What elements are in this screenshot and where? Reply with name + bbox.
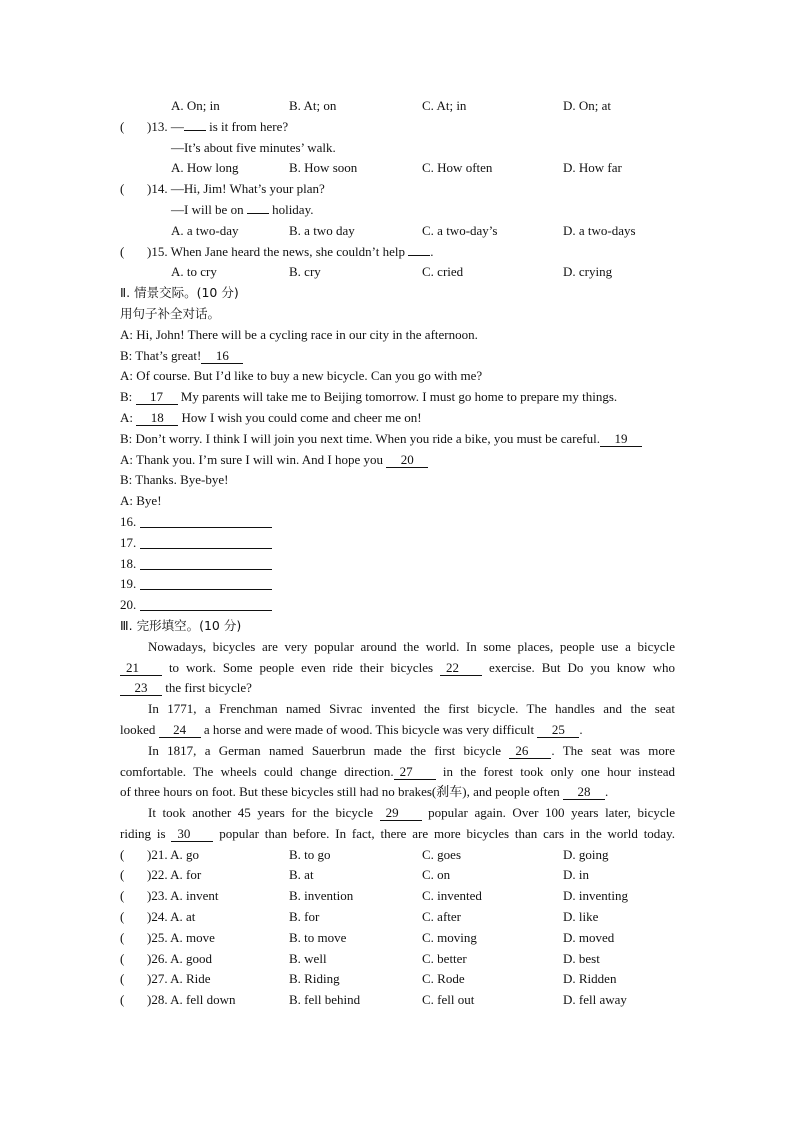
option-d: D. in xyxy=(563,867,589,883)
answer-blank[interactable]: 26 xyxy=(509,744,551,759)
text-segment: My parents will take me to Beijing tomorrow. I must go home to prepare my things. xyxy=(177,389,618,405)
text-line xyxy=(120,450,675,471)
text-segment: Ⅲ. 完形填空。(10 分) xyxy=(120,617,242,633)
text-segment: in the forest took only one hour instead xyxy=(435,763,675,779)
option-a: )24. A. at xyxy=(147,909,196,925)
dialogue-line xyxy=(120,138,675,159)
text-segment: riding is xyxy=(120,825,172,841)
section-heading xyxy=(120,283,675,304)
option-d: D. going xyxy=(563,846,609,862)
text-segment: to work. Some people even ride their bicycles xyxy=(162,659,441,675)
text-line xyxy=(120,408,675,429)
text-segment: It took another 45 years for the bicycle xyxy=(148,805,380,821)
question-text xyxy=(147,117,288,138)
answer-bracket[interactable]: ( xyxy=(120,846,125,862)
options-row xyxy=(120,158,675,179)
dialogue-line xyxy=(120,200,675,221)
text-line xyxy=(120,803,675,824)
text-segment: A: Bye! xyxy=(120,493,162,509)
question-text xyxy=(147,242,434,263)
text-segment: 18. xyxy=(120,555,137,571)
text-segment: 17. xyxy=(120,534,137,550)
answer-bracket[interactable]: ( xyxy=(120,181,125,197)
option-c: C. better xyxy=(422,950,467,966)
option-c: C. Rode xyxy=(422,971,465,987)
answer-blank[interactable]: 22 xyxy=(440,661,482,676)
answer-input[interactable] xyxy=(140,534,272,549)
option-c: C. moving xyxy=(422,929,477,945)
text-line xyxy=(120,429,675,450)
text-segment: A: xyxy=(120,409,137,425)
option-c: C. cried xyxy=(422,264,464,280)
option-d: D. moved xyxy=(563,929,615,945)
answer-input[interactable] xyxy=(140,555,272,570)
text-segment: B: That’s great! xyxy=(120,347,202,363)
text-line xyxy=(120,387,675,408)
text-line xyxy=(120,658,675,679)
option-d: D. Ridden xyxy=(563,971,617,987)
answer-bracket[interactable]: ( xyxy=(120,909,125,925)
answer-blank[interactable] xyxy=(247,213,269,214)
answer-bracket[interactable]: ( xyxy=(120,118,125,134)
text-segment: popular than before. In fact, there are more bicycles than cars in the world today. xyxy=(213,825,675,841)
option-b: B. Riding xyxy=(289,971,340,987)
text-segment: A: Thank you. I’m sure I will win. And I hope you xyxy=(120,451,387,467)
answer-bracket[interactable]: ( xyxy=(120,992,125,1008)
text-line xyxy=(120,678,675,699)
text-line xyxy=(120,762,675,783)
option-a: )25. A. move xyxy=(147,929,215,945)
text-segment: is it from here? xyxy=(205,118,289,134)
question-row xyxy=(120,990,675,1011)
question-row xyxy=(120,117,675,138)
text-line xyxy=(120,325,675,346)
text-line xyxy=(120,470,675,491)
option-c: C. How often xyxy=(422,160,493,176)
answer-blank[interactable]: 30 xyxy=(171,827,213,842)
question-row xyxy=(120,179,675,200)
option-d: D. On; at xyxy=(563,98,612,113)
text-line xyxy=(120,366,675,387)
question-text xyxy=(147,179,325,200)
option-a: )21. A. go xyxy=(147,846,199,862)
text-segment: )13. — xyxy=(147,118,184,134)
text-segment: exercise. But Do you know who xyxy=(482,659,675,675)
text-segment: looked xyxy=(120,721,159,737)
text-line xyxy=(120,824,675,845)
text-segment: . xyxy=(430,243,434,259)
option-c: C. after xyxy=(422,909,461,925)
text-segment: A: Of course. But I’d like to buy a new bicycle. Can you go with me? xyxy=(120,368,483,384)
option-b: B. to go xyxy=(289,846,331,862)
option-b: B. fell behind xyxy=(289,992,361,1008)
answer-blank[interactable]: 17 xyxy=(136,390,178,405)
answer-bracket[interactable]: ( xyxy=(120,888,125,904)
text-segment: B: Don’t worry. I think I will join you next time. When you ride a bike, you must be careful. xyxy=(120,430,600,446)
text-segment: In 1771, a Frenchman named Sivrac invented the first bicycle. The handles and the seat xyxy=(148,701,675,717)
answer-line xyxy=(120,574,675,595)
option-b: B. At; on xyxy=(289,98,337,113)
option-c: C. goes xyxy=(422,846,461,862)
option-c: C. At; in xyxy=(422,98,467,113)
question-row xyxy=(120,886,675,907)
text-segment: A: Hi, John! There will be a cycling race in our city in the afternoon. xyxy=(120,326,478,342)
answer-blank[interactable]: 24 xyxy=(159,723,201,738)
answer-bracket[interactable]: ( xyxy=(120,950,125,966)
text-segment: Ⅱ. 情景交际。(10 分) xyxy=(120,285,239,301)
text-line xyxy=(120,491,675,512)
text-line xyxy=(120,699,675,720)
option-a: )23. A. invent xyxy=(147,888,219,904)
option-c: C. a two-day’s xyxy=(422,222,498,238)
text-segment: . xyxy=(604,784,609,800)
answer-line xyxy=(120,512,675,533)
question-row xyxy=(120,928,675,949)
text-line xyxy=(120,782,675,803)
section-heading xyxy=(120,304,675,325)
option-b: B. cry xyxy=(289,264,321,280)
text-segment: a horse and were made of wood. This bicycle was very difficult xyxy=(200,721,538,737)
option-a: )22. A. for xyxy=(147,867,202,883)
text-segment: —It’s about five minutes’ walk. xyxy=(171,139,336,155)
text-segment: . The seat was more xyxy=(551,742,675,758)
question-row xyxy=(120,865,675,886)
answer-blank[interactable]: 27 xyxy=(394,765,436,780)
text-segment: popular again. Over 100 years later, bicycle xyxy=(421,805,675,821)
option-c: C. invented xyxy=(422,888,482,904)
text-segment: In 1817, a German named Sauerbrun made the first bicycle xyxy=(148,742,510,758)
text-line xyxy=(120,720,675,741)
options-row xyxy=(120,96,675,117)
answer-bracket[interactable]: ( xyxy=(120,867,125,883)
text-segment: 16. xyxy=(120,513,137,529)
answer-blank[interactable]: 16 xyxy=(201,349,243,364)
option-d: D. like xyxy=(563,909,599,925)
text-segment: )14. —Hi, Jim! What’s your plan? xyxy=(147,181,325,197)
answer-blank[interactable]: 29 xyxy=(380,806,422,821)
option-c: C. fell out xyxy=(422,992,475,1008)
option-a: )28. A. fell down xyxy=(147,992,236,1008)
option-b: B. How soon xyxy=(289,160,358,176)
option-b: B. well xyxy=(289,950,327,966)
option-a: A. to cry xyxy=(171,264,217,280)
option-a: A. a two-day xyxy=(171,222,239,238)
text-segment: 19. xyxy=(120,576,137,592)
answer-blank[interactable] xyxy=(184,130,206,131)
answer-line xyxy=(120,533,675,554)
option-d: D. How far xyxy=(563,160,622,176)
option-b: B. a two day xyxy=(289,222,355,238)
answer-bracket[interactable]: ( xyxy=(120,929,125,945)
option-a: A. On; in xyxy=(171,98,220,113)
text-segment: holiday. xyxy=(268,201,314,217)
text-segment: —I will be on xyxy=(171,201,247,217)
option-a: A. How long xyxy=(171,160,239,176)
option-b: B. to move xyxy=(289,929,347,945)
text-segment: B: Thanks. Bye-bye! xyxy=(120,472,229,488)
question-row xyxy=(120,949,675,970)
text-segment: Nowadays, bicycles are very popular around the world. In some places, people use a bicycle xyxy=(148,638,675,654)
text-segment: comfortable. The wheels could change direction. xyxy=(120,763,394,779)
exam-page xyxy=(120,96,675,1011)
answer-line xyxy=(120,554,675,575)
text-segment: B: xyxy=(120,389,136,405)
question-row xyxy=(120,969,675,990)
option-a: )27. A. Ride xyxy=(147,971,211,987)
option-d: D. best xyxy=(563,950,600,966)
answer-blank[interactable]: 25 xyxy=(537,723,579,738)
answer-blank[interactable]: 19 xyxy=(600,432,642,447)
answer-input[interactable] xyxy=(140,596,272,611)
options-row xyxy=(120,262,675,283)
options-row xyxy=(120,221,675,242)
text-segment: How I wish you could come and cheer me on! xyxy=(178,409,422,425)
answer-input[interactable] xyxy=(140,513,272,528)
option-d: D. inventing xyxy=(563,888,628,904)
text-segment: of three hours on foot. But these bicycles still had no brakes(刹车), and people often xyxy=(120,784,563,800)
text-segment: 20. xyxy=(120,597,137,613)
text-line xyxy=(120,346,675,367)
answer-blank[interactable]: 20 xyxy=(386,453,428,468)
question-row xyxy=(120,242,675,263)
section-heading xyxy=(120,616,675,637)
answer-line xyxy=(120,595,675,616)
text-line xyxy=(120,741,675,762)
option-a: )26. A. good xyxy=(147,950,212,966)
option-d: D. crying xyxy=(563,264,613,280)
answer-blank[interactable]: 28 xyxy=(563,785,605,800)
option-b: B. at xyxy=(289,867,314,883)
text-segment: the first bicycle? xyxy=(162,680,252,696)
answer-input[interactable] xyxy=(140,575,272,590)
answer-bracket[interactable]: ( xyxy=(120,243,125,259)
answer-bracket[interactable]: ( xyxy=(120,971,125,987)
option-b: B. invention xyxy=(289,888,354,904)
text-segment: . xyxy=(579,721,583,737)
option-d: D. fell away xyxy=(563,992,627,1008)
question-row xyxy=(120,845,675,866)
answer-blank[interactable]: 21 xyxy=(120,661,162,676)
text-segment: )15. When Jane heard the news, she couldn’t help xyxy=(147,243,409,259)
option-d: D. a two-days xyxy=(563,222,636,238)
answer-blank[interactable] xyxy=(408,255,430,256)
option-c: C. on xyxy=(422,867,451,883)
answer-blank[interactable]: 23 xyxy=(120,681,162,696)
option-b: B. for xyxy=(289,909,320,925)
text-segment: 用句子补全对话。 xyxy=(120,305,221,321)
question-row xyxy=(120,907,675,928)
answer-blank[interactable]: 18 xyxy=(136,411,178,426)
text-line xyxy=(120,637,675,658)
